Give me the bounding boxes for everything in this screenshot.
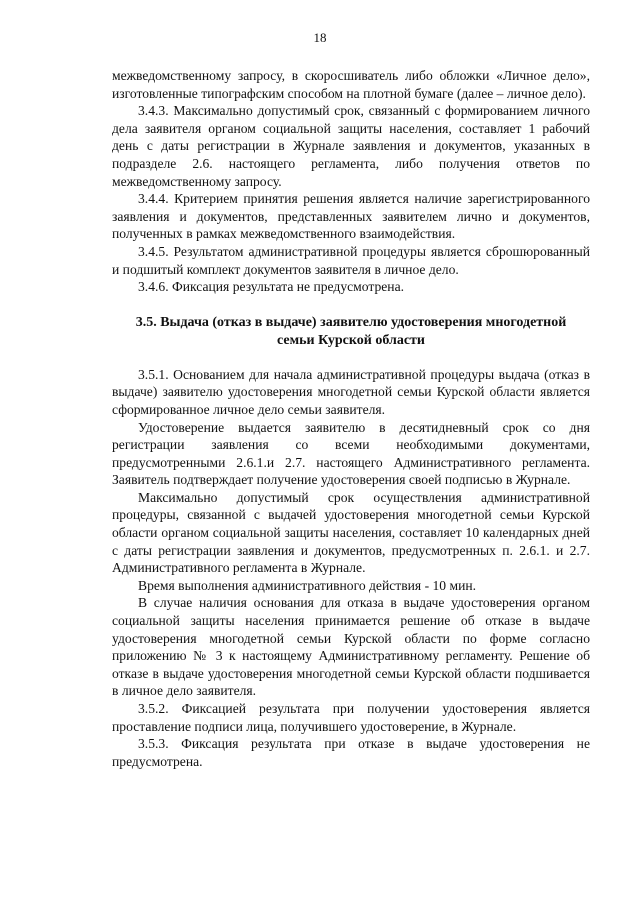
paragraph-3-4-6: 3.4.6. Фиксация результата не предусмотрена. (138, 279, 405, 295)
page-number: 18 (313, 30, 327, 45)
paragraph-refusal: В случае наличия основания для отказа в выдаче удостоверения органом социальной защиты населения принимается решение об отказе в выдаче удостоверения многодетной семьи Курской области по форме согласно приложению № 3 к настоящему Административному регламенту. Решение об отказе в выдаче удостоверения многодетной семьи Курской области подшивается в личное дело заявителя. (112, 595, 590, 699)
paragraph-action-time: Время выполнения административного действия - 10 мин. (138, 577, 477, 593)
paragraph-3-4-4: 3.4.4. Критерием принятия решения является наличие зарегистрированного заявления и документов, представленных заявителем лично и документов, полученных в рамках межведомственного взаимодействия. (112, 191, 590, 242)
paragraph-3-5-1: 3.5.1. Основанием для начала административной процедуры выдача (отказ в выдаче) заявителю удостоверения многодетной семьи Курской области является сформированное личное дело семьи заявителя. (112, 366, 590, 417)
paragraph-3-5-2: 3.5.2. Фиксацией результата при получении удостоверения является проставление подписи лица, получившего удостоверение, в Журнале. (112, 701, 590, 734)
paragraph-3-5-3: 3.5.3. Фиксация результата при отказе в выдаче удостоверения не предусмотрена. (112, 736, 590, 769)
paragraph-max-term: Максимально допустимый срок осуществления административной процедуры, связанной с выдачей удостоверения многодетной семьи Курской области органом социальной защиты населения, составляет 10 календарных дней с даты регистрации заявления и документов, предусмотренных п. 2.6.1. и 2.7. Административного регламента в Журнале. (112, 489, 590, 576)
paragraph-3-4-5: 3.4.5. Результатом административной процедуры является сброшюрованный и подшитый комплект документов заявителя в личное дело. (112, 243, 590, 277)
document-body (112, 67, 590, 770)
paragraph-3-4-3: 3.4.3. Максимально допустимый срок, связанный с формированием личного дела заявителя органом социальной защиты населения, составляет 1 рабочий день с даты регистрации в Журнале заявления и документов, указанных в подразделе 2.6. настоящего регламента, либо получения ответов по межведомственному запросу. (112, 103, 590, 189)
section-heading-3-5: 3.5. Выдача (отказ в выдаче) заявителю удостоверения многодетной семьи Курской области (135, 314, 567, 348)
paragraph-issuance-term: Удостоверение выдается заявителю в десятидневный срок со дня регистрации заявления со всеми необходимыми документами, предусмотренными 2.6.1.и 2.7. настоящего Административного регламента. Заявитель подтверждает получение удостоверения своей подписью в Журнале. (112, 419, 590, 488)
paragraph-continuation: межведомственному запросу, в скоросшиватель либо обложки «Личное дело», изготовленные типографским способом на плотной бумаге (далее – личное дело). (112, 68, 590, 101)
